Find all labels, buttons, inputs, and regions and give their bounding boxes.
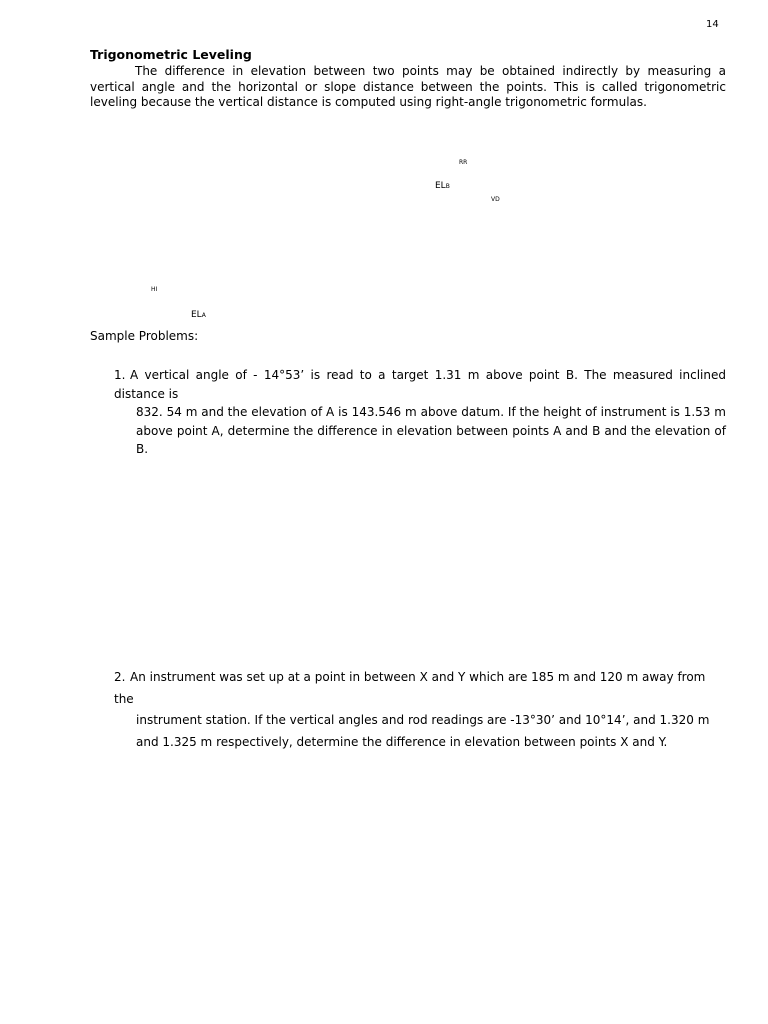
problem-2-first-line: An instrument was set up at a point in between X and Y which are 185 m and 120 m away from the <box>114 670 706 706</box>
elevation-b-main: EL <box>435 181 446 191</box>
elevation-b-subscript: B <box>445 183 450 190</box>
section-title: Trigonometric Leveling <box>90 47 252 62</box>
problem-1-continuation: 832. 54 m and the elevation of A is 143.546 m above datum. If the height of instrument is 1.53 m above point A, determine the difference in elevation between points A and B and the elevation of B. <box>136 405 726 457</box>
problem-1-number: 1. <box>114 368 126 382</box>
rod-reading-label: RR <box>459 159 468 166</box>
elevation-b-label <box>435 182 450 191</box>
problem-2-number: 2. <box>114 670 126 684</box>
page-number: 14 <box>706 19 719 30</box>
problem-1-first-line: A vertical angle of - 14°53’ is read to a target 1.31 m above point B. The measured inclined distance is <box>114 368 726 401</box>
height-of-instrument-label: HI <box>151 286 158 293</box>
problem-2-continuation: instrument station. If the vertical angles and rod readings are -13°30’ and 10°14’, and 1.320 m and 1.325 m respectively, determine the difference in elevation between points X and Y. <box>136 713 710 749</box>
vertical-distance-label: VD <box>491 196 500 203</box>
elevation-a-subscript: A <box>201 312 206 319</box>
problem-2 <box>114 667 726 753</box>
problem-1 <box>114 366 726 459</box>
intro-paragraph: The difference in elevation between two points may be obtained indirectly by measuring a vertical angle and the horizontal or slope distance between the points. This is called trigonometric leveling because the vertical distance is computed using right-angle trigonometric formulas. <box>90 64 726 110</box>
sample-problems-heading: Sample Problems: <box>90 329 199 343</box>
elevation-a-main: EL <box>191 310 202 320</box>
elevation-a-label <box>191 311 206 320</box>
